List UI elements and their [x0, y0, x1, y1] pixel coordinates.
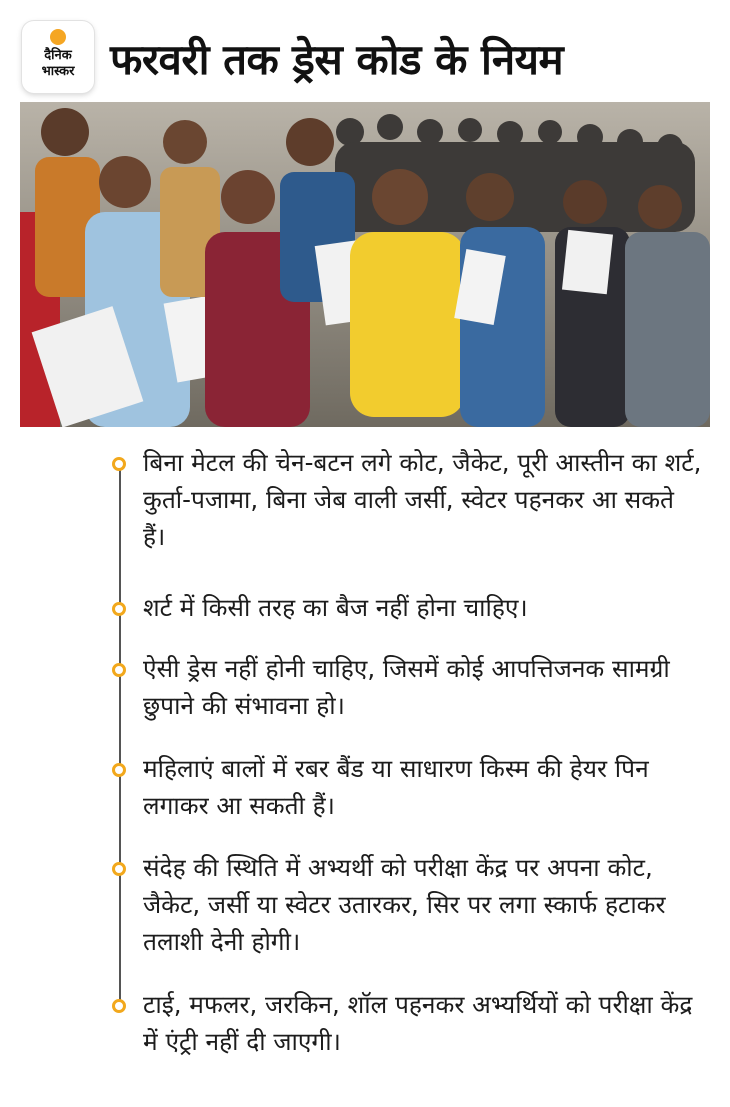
logo-line1: दैनिक — [44, 48, 72, 63]
rule-text: टाई, मफलर, जरकिन, शॉल पहनकर अभ्यर्थियों को परीक्षा केंद्र में एंट्री नहीं दी जाएगी। — [143, 990, 693, 1056]
sun-icon — [50, 29, 66, 45]
bullet-icon — [112, 999, 126, 1013]
page-title: फरवरी तक ड्रेस कोड के नियम — [110, 35, 564, 84]
crowd-photo-illustration — [20, 102, 710, 427]
crowd-photo — [20, 102, 710, 427]
rule-text: ऐसी ड्रेस नहीं होनी चाहिए, जिसमें कोई आपत्तिजनक सामग्री छुपाने की संभावना हो। — [143, 654, 670, 720]
timeline-line — [119, 462, 121, 1004]
bullet-icon — [112, 663, 126, 677]
rule-text: बिना मेटल की चेन-बटन लगे कोट, जैकेट, पूरी आस्तीन का शर्ट, कुर्ता-पजामा, बिना जेब वाली जर्सी, स्वेटर पहनकर आ सकते हैं। — [143, 448, 702, 551]
bullet-icon — [112, 457, 126, 471]
dainik-bhaskar-logo — [22, 21, 94, 93]
rule-text: शर्ट में किसी तरह का बैज नहीं होना चाहिए। — [143, 593, 528, 622]
logo-line2: भास्कर — [41, 64, 75, 79]
bullet-icon — [112, 862, 126, 876]
rule-text: महिलाएं बालों में रबर बैंड या साधारण किस्म की हेयर पिन लगाकर आ सकती हैं। — [143, 754, 649, 820]
bullet-icon — [112, 763, 126, 777]
header — [0, 0, 730, 100]
bullet-icon — [112, 602, 126, 616]
logo-text — [22, 48, 94, 80]
rule-text: संदेह की स्थिति में अभ्यर्थी को परीक्षा केंद्र पर अपना कोट, जैकेट, जर्सी या स्वेटर उतारकर, सिर पर लगा स्कार्फ हटाकर तलाशी देनी होगी। — [143, 853, 666, 956]
